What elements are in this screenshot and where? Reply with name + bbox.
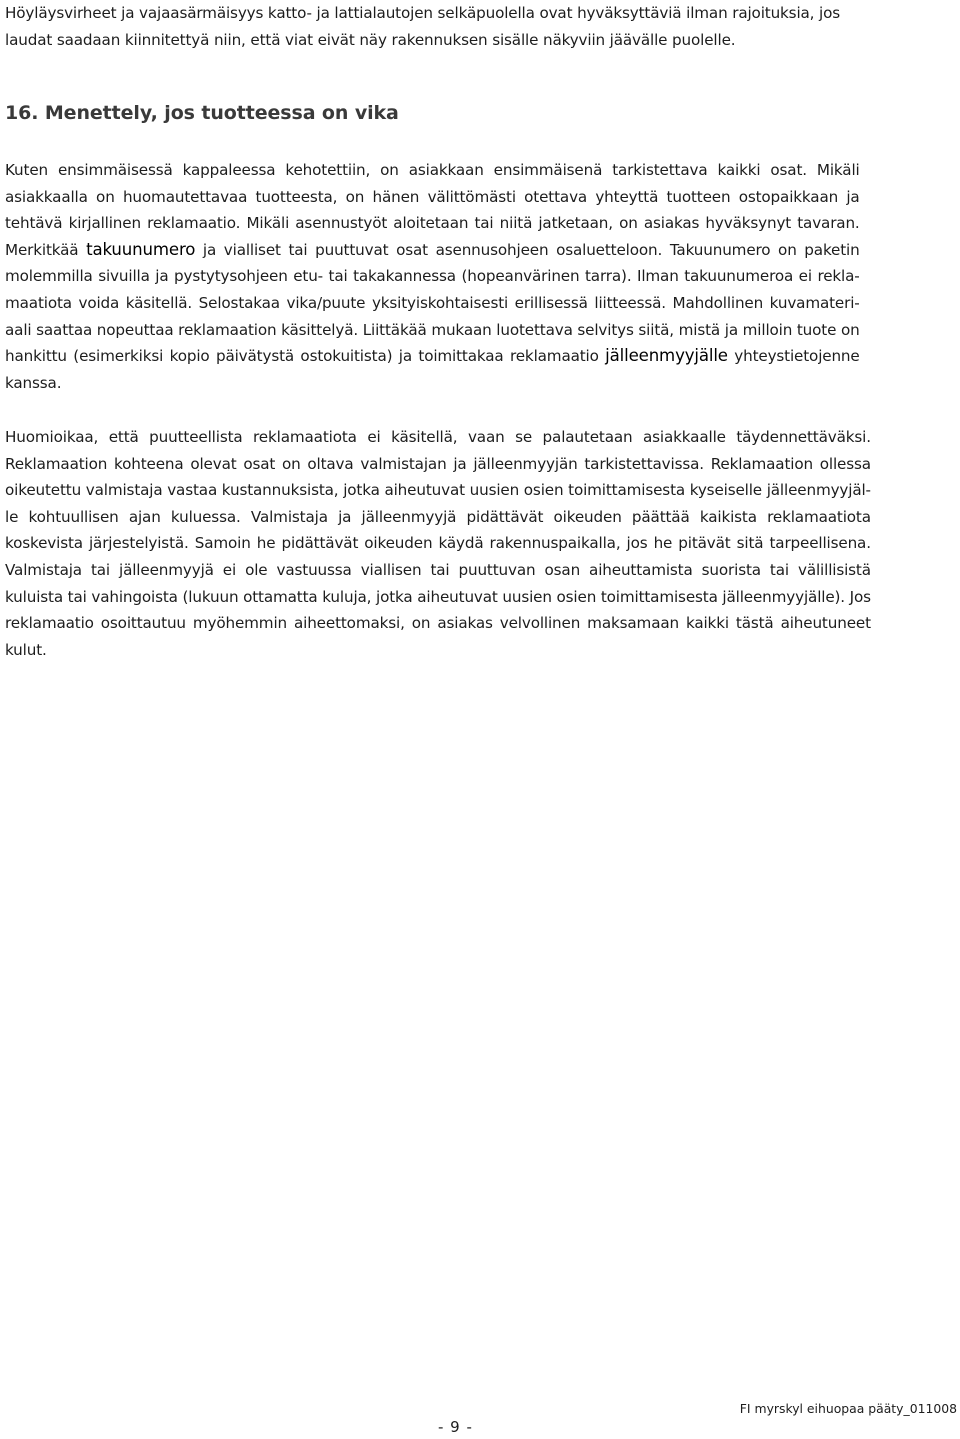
text-line: koskevista järjestelyistä. Samoin he pidättävät oikeuden käydä rakennuspaikalla, jos he pitävät sitä tarpeellisena. xyxy=(5,534,871,553)
text-line: kuluista tai vahingoista (lukuun ottamatta kuluja, jotka aiheutuvat uusien osien toimittamisesta jälleenmyyjälle). Jos xyxy=(5,587,871,606)
text-line: maatiota voida käsitellä. Selostakaa vika/puute yksityiskohtaisesti erillisessä liitteessä. Mahdollinen kuvamateri- xyxy=(5,293,860,312)
text-line: asiakkaalla on huomautettavaa tuotteesta, on hänen välittömästi otettava yhteyttä tuotteen ostopaikkaan ja xyxy=(5,187,860,206)
text-run: Merkitkää xyxy=(5,240,87,259)
text-line: le kohtuullisen ajan kuluessa. Valmistaja ja jälleenmyyjä pidättävät oikeuden päättää kaikista reklamaatiota xyxy=(5,507,871,526)
text-line: Huomioikaa, että puutteellista reklamaatiota ei käsitellä, vaan se palautetaan asiakkaalle täydennettäväksi. xyxy=(5,428,871,446)
text-line: reklamaatio osoittautuu myöhemmin aiheettomaksi, on asiakas velvollinen maksamaan kaikki tästä aiheutuneet xyxy=(5,614,871,633)
text-line: kulut. xyxy=(5,640,47,659)
claim-conditions-paragraph xyxy=(5,424,871,663)
text-line xyxy=(5,343,860,370)
text-line: Valmistaja tai jälleenmyyjä ei ole vastuussa viallisen tai puuttuvan osan aiheuttamista suorista tai välillisistä xyxy=(5,560,871,579)
text-line: kanssa. xyxy=(5,373,62,392)
document-id: FI myrskyl eihuopaa pääty_011008 xyxy=(739,1401,957,1416)
text-line: Kuten ensimmäisessä kappaleessa kehotettiin, on asiakkaan ensimmäisenä tarkistettava kaikki osat. Mikäli xyxy=(5,161,860,179)
page-number: - 9 - xyxy=(438,1418,473,1436)
defect-procedure-paragraph xyxy=(5,157,860,396)
text-run: yhteystietojenne xyxy=(727,347,860,366)
text-line: Reklamaation kohteena olevat osat on oltava valmistajan ja jälleenmyyjän tarkistettavissa. Reklamaation ollessa xyxy=(5,454,871,473)
text-line: oikeutettu valmistaja vastaa kustannuksista, jotka aiheutuvat uusien osien toimittamisesta kyseiselle jälleenmyyjäl- xyxy=(5,481,871,500)
text-line: molemmilla sivuilla ja pystytysohjeen etu- tai takakannessa (hopeanvärinen tarra). Ilman takuunumeroa ei rekla- xyxy=(5,267,860,286)
text-line xyxy=(5,237,860,264)
text-run: ja vialliset tai puuttuvat osat asennusohjeen osaluetteloon. Takuunumero on paketin xyxy=(195,240,860,259)
text-run: hankittu (esimerkiksi kopio päivätystä ostokuitista) ja toimittakaa reklamaatio xyxy=(5,347,606,366)
text-line: tehtävä kirjallinen reklamaatio. Mikäli asennustyöt aloitetaan tai niitä jatketaan, on asiakas hyväksynyt tavaran. xyxy=(5,214,860,233)
intro-paragraph xyxy=(5,0,840,53)
reseller-term: jälleenmyyjälle xyxy=(605,346,728,366)
warranty-number-term: takuunumero xyxy=(86,239,196,259)
section-heading: 16. Menettely, jos tuotteessa on vika xyxy=(5,102,399,124)
text-line: Höyläysvirheet ja vajaasärmäisyys katto- ja lattialautojen selkäpuolella ovat hyväksyttäviä ilman rajoituksia, jos xyxy=(5,4,841,22)
text-line: laudat saadaan kiinnitettyä niin, että viat eivät näy rakennuksen sisälle näkyviin jäävälle puolelle. xyxy=(5,30,736,49)
text-line: aali saattaa nopeuttaa reklamaation käsittelyä. Liittäkää mukaan luotettava selvitys siitä, mistä ja milloin tuote on xyxy=(5,320,860,339)
